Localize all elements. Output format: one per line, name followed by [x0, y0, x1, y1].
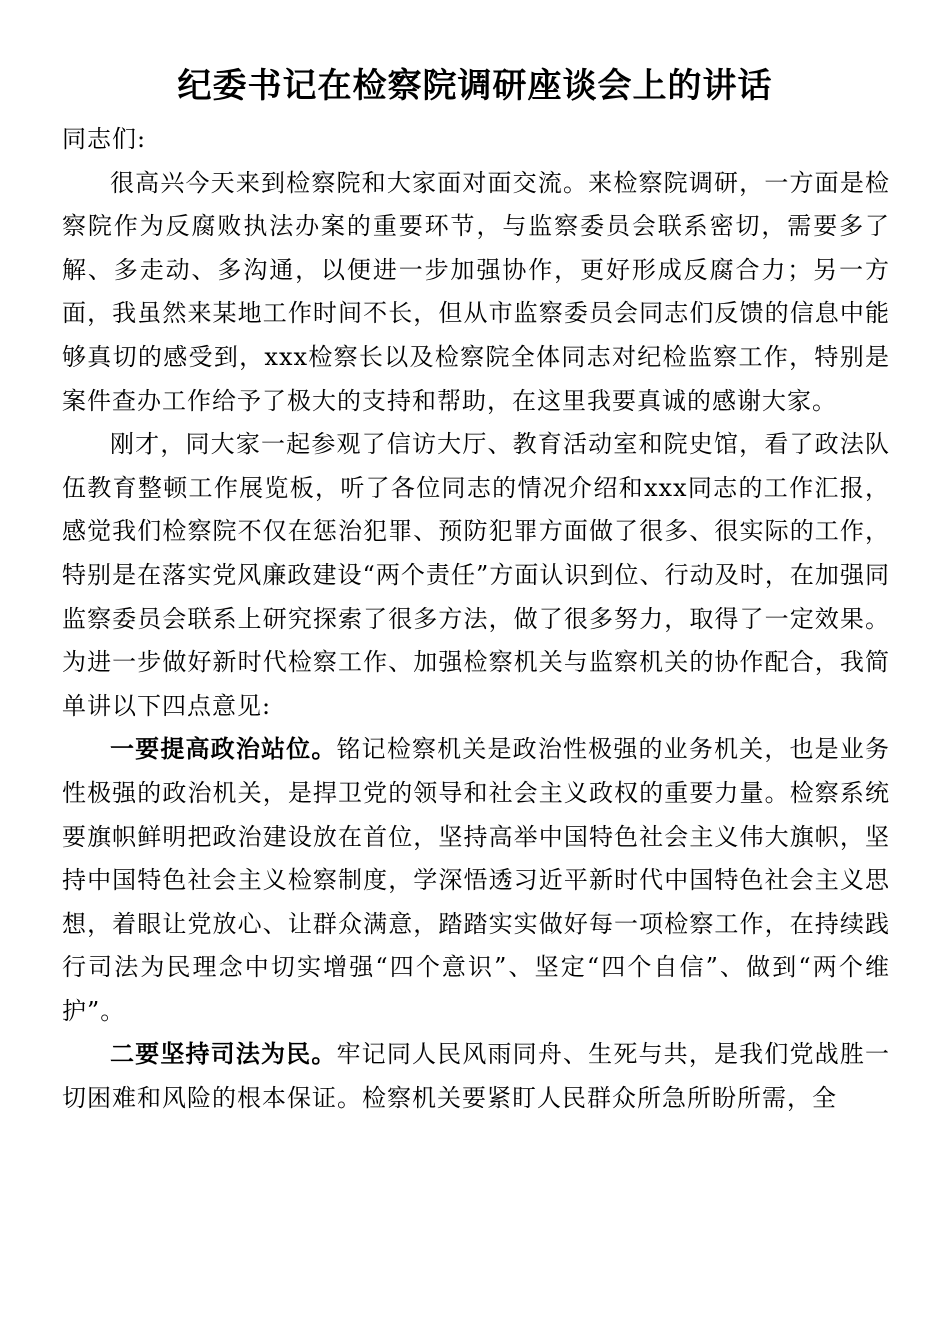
document-body — [62, 118, 890, 1121]
paragraph-text: 很高兴今天来到检察院和大家面对面交流。来检察院调研，一方面是检察院作为反腐败执法办案的重要环节，与监察委员会联系密切，需要多了解、多走动、多沟通，以便进一步加强协作，更好形成反腐合力；另一方面，我虽然来某地工作时间不长，但从市监察委员会同志们反馈的信息中能够真切的感受到，xxx检察长以及检察院全体同志对纪检监察工作，特别是案件查办工作给予了极大的支持和帮助，在这里我要真诚的感谢大家。 — [62, 168, 890, 415]
paragraph-3 — [62, 728, 890, 1033]
paragraph-lead: 一要提高政治站位。 — [110, 735, 337, 764]
paragraph-4 — [62, 1033, 890, 1120]
paragraph-text: 铭记检察机关是政治性极强的业务机关，也是业务性极强的政治机关，是捍卫党的领导和社会主义政权的重要力量。检察系统要旗帜鲜明把政治建设放在首位，坚持高举中国特色社会主义伟大旗帜，坚持中国特色社会主义检察制度，学深悟透习近平新时代中国特色社会主义思想，着眼让党放心、让群众满意，踏踏实实做好每一项检察工作，在持续践行司法为民理念中切实增强“四个意识”、坚定“四个自信”、做到“两个维护”。 — [62, 735, 890, 1025]
paragraph-text: 刚才，同大家一起参观了信访大厅、教育活动室和院史馆，看了政法队伍教育整顿工作展览板，听了各位同志的情况介绍和xxx同志的工作汇报，感觉我们检察院不仅在惩治犯罪、预防犯罪方面做了很多、很实际的工作，特别是在落实党风廉政建设“两个责任”方面认识到位、行动及时，在加强同监察委员会联系上研究探索了很多方法，做了很多努力，取得了一定效果。为进一步做好新时代检察工作、加强检察机关与监察机关的协作配合，我简单讲以下四点意见: — [62, 430, 890, 720]
paragraph-lead: 二要坚持司法为民。 — [110, 1040, 337, 1069]
paragraph-text: 牢记同人民风雨同舟、生死与共，是我们党战胜一切困难和风险的根本保证。检察机关要紧盯人民群众所急所盼所需，全 — [62, 1040, 890, 1113]
paragraph-1 — [62, 162, 890, 424]
document-title: 纪委书记在检察院调研座谈会上的讲话 — [177, 66, 773, 106]
paragraph-2 — [62, 423, 890, 728]
salutation: 同志们: — [62, 125, 147, 153]
